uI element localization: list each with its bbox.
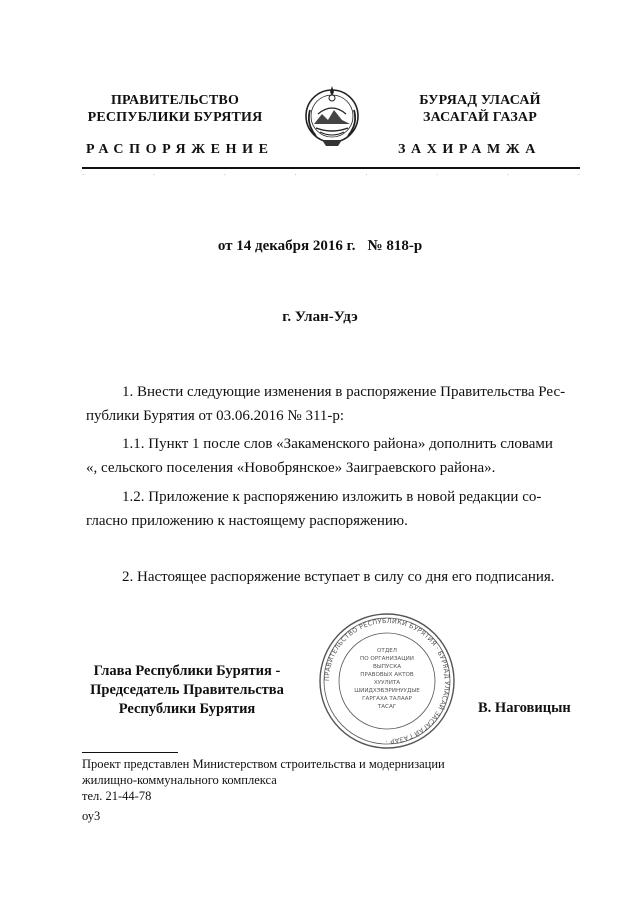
footer-line2: жилищно-коммунального комплекса: [82, 773, 277, 787]
signatory-title: [82, 662, 292, 719]
paragraph-1-1: [86, 432, 580, 480]
paragraph-1-2: [86, 485, 580, 533]
footer-line1: Проект представлен Министерством строительства и модернизации: [82, 757, 445, 771]
footer-phone: тел. 21-44-78: [82, 789, 152, 803]
doc-type-buryat: ЗАХИРАМЖА: [398, 142, 541, 157]
header-left-line1: ПРАВИТЕЛЬСТВО: [110, 93, 240, 108]
paragraph-1-2-line1: 1.2. Приложение к распоряжению изложить в новой редакции со-: [122, 489, 542, 505]
header-right-line1: БУРЯАД УЛАСАЙ: [419, 93, 541, 108]
document-number: № 818-р: [367, 238, 423, 254]
stamp-ring-text: ПРАВИТЕЛЬСТВО РЕСПУБЛИКИ БУРЯТИЯ · БУРЯАД УЛАСАЙ ЗАСАГАЙ ГАЗАР ·: [322, 616, 452, 746]
paragraph-1-1-line1: 1.1. Пункт 1 после слов «Закаменского района» дополнить словами: [122, 436, 553, 452]
stamp-line7: ГАРГАХА ТАЛААР: [362, 696, 412, 702]
city: г. Улан-Удэ: [282, 309, 358, 325]
header-left-line2: РЕСПУБЛИКИ БУРЯТИЯ: [87, 110, 263, 125]
stamp-line8: ТАСАГ: [377, 704, 397, 710]
stamp-line1: ОТДЕЛ: [377, 648, 397, 654]
paragraph-2: [86, 565, 580, 589]
stamp-line4: ПРАВОВЫХ АКТОВ: [360, 672, 414, 678]
header-left: [80, 92, 270, 126]
buryatia-coat-of-arms-icon: [300, 80, 364, 152]
header-right-line2: ЗАСАГАЙ ГАЗАР: [422, 110, 537, 125]
footer-divider: [82, 752, 178, 753]
signatory-title-line1: Глава Республики Бурятия -: [93, 663, 281, 679]
signatory-title-line3: Республики Бурятия: [118, 701, 256, 717]
paragraph-1-line1: 1. Внести следующие изменения в распоряжение Правительства Рес-: [122, 384, 566, 400]
official-seal-stamp: [318, 612, 456, 750]
paragraph-1-1-line2: «, сельского поселения «Новобрянское» Заиграевского района».: [86, 460, 496, 476]
header-right: [380, 92, 580, 126]
doc-type-russian: РАСПОРЯЖЕНИЕ: [86, 142, 274, 157]
signatory-name: В. Наговицын: [478, 700, 571, 716]
divider-dots: · · · · · · · ·: [82, 171, 580, 179]
document-date: от 14 декабря 2016 г.: [217, 238, 356, 254]
paragraph-2-text: 2. Настоящее распоряжение вступает в силу со дня его подписания.: [122, 569, 555, 585]
stamp-line5: ХУУЛИТА: [373, 680, 401, 686]
stamp-line3: ВЫПУСКА: [372, 664, 402, 670]
date-number-line: [0, 238, 640, 255]
stamp-line6: ШИИДХЭБЭРИНУУДЫЕ: [354, 688, 420, 694]
footer-code: оу3: [82, 809, 101, 823]
paragraph-1-line2: публики Бурятия от 03.06.2016 № 311-р:: [86, 408, 345, 424]
paragraph-1: [86, 380, 580, 428]
signatory-title-line2: Председатель Правительства: [90, 682, 284, 698]
paragraph-1-2-line2: гласно приложению к настоящему распоряжению.: [86, 513, 408, 529]
stamp-line2: ПО ОРГАНИЗАЦИИ: [360, 656, 414, 662]
header-divider: [82, 167, 580, 169]
